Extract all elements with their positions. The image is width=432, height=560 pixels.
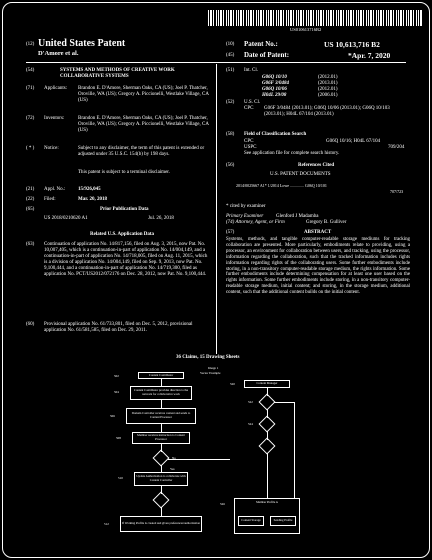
related-data-title: Related U.S. Application Data — [90, 232, 155, 237]
ref-522: 522 — [248, 400, 253, 404]
int-cl-code-1: G06Q 10/10 — [262, 75, 287, 80]
notice-text: Subject to any disclaimer, the term of this patent is extended or adjusted under 35 U.S.C. 154(b) by 198 days. — [78, 146, 205, 158]
field-57-code: (57) — [226, 230, 235, 235]
field-51-code: (51) — [226, 68, 235, 73]
header-rule — [26, 62, 406, 63]
applicants-label: Applicants: — [44, 86, 68, 91]
flow-decision-5 — [259, 438, 276, 455]
provisional-data: Provisional application No. 61/733,801, filed on Dec. 5, 2012, provisional application No. 61/581,585, filed on Dec. 29, 2011. — [44, 322, 193, 334]
abstract-text: Systems, methods, and tangible computer-readable storage mediums for tracking collaboration are presented. More particularly, embodiments relate to providing, using a processor, an environment for collaboration between users, and tracking, using the processor, information regarding the collaboration, such that the tracked information includes rights information regarding rights of the collaborating users. Some further embodiments include storing, in a non-transitory computer-readable storage medium, the rights information. Some further embodiments include determining compensation for at least one user based on the rights information. Some further embodiments include storing, in a non-transitory computer-readable storage medium, initial content; and storing, in the storage medium, additional content, such that the additional content builds on the initial content. — [226, 237, 410, 296]
patent-number: US 10,613,716 B2 — [324, 39, 380, 49]
flow-box-domain-controller: Domain Controller receives content and sends to Content Processor — [126, 408, 196, 424]
cpc-classes: G06F 3/0484 (2013.01); G06Q 10/06 (2013.01); G06Q 10/103 (2013.01); H04L 67/104 (2013.01) — [264, 106, 390, 118]
field-12-code: (12) — [26, 42, 35, 47]
field-63-code: (63) — [26, 242, 35, 247]
field-22-code: (22) — [26, 197, 35, 202]
field-45-code: (45) — [226, 53, 235, 58]
ref-508: 508 — [116, 436, 121, 440]
patent-number-label: Patent No.: — [244, 40, 278, 48]
us-patent-documents-title: U.S. PATENT DOCUMENTS — [270, 172, 331, 177]
filed-label: Filed: — [44, 197, 56, 202]
terminal-disclaimer: This patent is subject to a terminal disclaimer. — [78, 170, 170, 175]
cpc-label: CPC — [244, 106, 254, 111]
uspc-label: USPC — [244, 145, 257, 150]
connector — [161, 379, 162, 386]
figure-caption-2: Vector Example — [200, 371, 221, 375]
field-58-code: (58) — [226, 132, 235, 137]
search-cpc-label: CPC — [244, 139, 254, 144]
invention-title: SYSTEMS AND METHODS OF CREATIVE WORK COLLABORATIVE SYSTEMS — [60, 68, 175, 80]
notice-label: Notice: — [44, 146, 59, 151]
flow-box-member-profile: Member Profile A — [234, 498, 300, 534]
ref-504: 504 — [114, 390, 119, 394]
inventors-label: Inventors: — [44, 116, 65, 121]
notice-code: ( * ) — [26, 146, 35, 151]
representative-drawing — [0, 364, 432, 550]
column-divider — [216, 64, 217, 354]
field-10-code: (10) — [226, 42, 235, 47]
connector — [161, 400, 162, 408]
ref-520: 520 — [230, 382, 235, 386]
inventor-line: D'Amore et al. — [38, 50, 79, 57]
connector — [161, 465, 162, 472]
flow-decision-3 — [259, 394, 276, 411]
filed-date: Mar. 20, 2018 — [78, 197, 107, 202]
int-cl-date-2: (2013.01) — [318, 81, 338, 86]
int-cl-code-3: G06Q 10/06 — [262, 87, 287, 92]
search-history-note: See application file for complete search history. — [244, 151, 340, 156]
primary-examiner-label: Primary Examiner — [226, 214, 264, 219]
int-cl-date-3: (2012.01) — [318, 87, 338, 92]
figure-caption-1: Image 1 — [208, 366, 219, 370]
date-of-patent-label: Date of Patent: — [244, 51, 290, 59]
ref-506: 506 — [110, 414, 115, 418]
field-71-code: (71) — [26, 86, 35, 91]
search-cpc: G06Q 10/16; H04L 67/104 — [326, 139, 381, 144]
field-60-code: (60) — [26, 322, 35, 327]
connector — [161, 444, 162, 452]
primary-examiner: Glenford J Madamba — [276, 214, 319, 219]
field-72-code: (72) — [26, 116, 35, 121]
prior-publication-date: Jul. 26, 2018 — [148, 216, 174, 221]
flow-decision-4 — [259, 416, 276, 433]
field-56-code: (56) — [226, 163, 235, 168]
references-title: References Cited — [298, 163, 335, 168]
continuation-data: Continuation of application No. 14/817,156, filed on Aug. 3, 2015, now Pat. No. 10,007,405, which is a continuation-in-part of application No. 14/004,149, and a continuation-in-part of application No. 14/718,005, filed on Aug. 11, 2015, which is a division of application No. 14/004,149, filed on Sep. 9, 2013, now Pat. No. 9,100,444, and a continuation-in-part of application No. 14/719,300, filed as application No. PCT/US2012/072176 on Dec. 28, 2012, now Pat. No. 9,100,444. — [44, 242, 208, 278]
field-54-code: (54) — [26, 68, 35, 73]
ref-512: 512 — [104, 522, 109, 526]
field-52-code: (52) — [226, 100, 235, 105]
date-of-patent: *Apr. 7, 2020 — [348, 50, 391, 60]
ref-524: 524 — [248, 422, 253, 426]
int-cl-date-4: (2006.01) — [318, 93, 338, 98]
prior-publication-title: Prior Publication Data — [100, 207, 149, 212]
attorney: Gregory B. Gulliver — [306, 220, 347, 225]
connector — [161, 507, 162, 516]
flow-box-content-storage: Content Storage — [238, 516, 264, 526]
barcode — [208, 10, 422, 26]
flow-decision-2 — [153, 492, 170, 509]
appl-no-label: Appl. No.: — [44, 187, 66, 192]
uspc: 709/204 — [388, 145, 405, 150]
ref-510: 510 — [118, 476, 123, 480]
ref-526: 526 — [220, 502, 225, 506]
appl-no: 15/926,045 — [78, 187, 101, 192]
flow-box-authorization: Update Authorization to collaborate with Content Controller — [134, 472, 188, 486]
claims-and-sheets: 36 Claims, 15 Drawing Sheets — [176, 355, 240, 360]
connector — [161, 424, 162, 432]
int-cl-code-2: G06F 3/0484 — [262, 81, 289, 86]
cited-by-examiner: * cited by examiner — [226, 204, 266, 209]
connector — [168, 459, 230, 460]
connector — [274, 402, 294, 403]
flow-box-content-manager: Content Manager — [244, 380, 290, 388]
document-title: United States Patent — [38, 38, 126, 49]
us-cl-title: U.S. Cl. — [244, 100, 261, 105]
field-65-code: (65) — [26, 207, 35, 212]
flow-box-member-instruction: Member receives instruction to Content Processor — [132, 432, 190, 444]
reference-row: 2014/0025667 A1* 1/2014 Lowe .............. G06Q 10/101 — [236, 183, 327, 188]
flow-box-direction: Content Contributor provides direction to the network for collaborative work — [130, 386, 192, 400]
int-cl-date-1: (2012.01) — [318, 75, 338, 80]
flow-box-sending-profile: Sending Profile — [270, 516, 296, 526]
connector — [294, 402, 295, 498]
connector — [267, 453, 268, 498]
classification-search-title: Field of Classification Search — [244, 132, 307, 137]
prior-publication-number: US 2018/0210620 A1 — [44, 216, 88, 221]
abstract-title: ABSTRACT — [304, 230, 332, 235]
barcode-text: US010613716B2 — [290, 27, 322, 32]
yes-label: Yes — [170, 467, 175, 471]
connector — [267, 388, 268, 396]
connector — [267, 409, 268, 418]
connector — [267, 431, 268, 440]
connector — [161, 486, 162, 494]
field-21-code: (21) — [26, 187, 35, 192]
reference-row-class: 707/723 — [390, 189, 404, 194]
inventors: Brandon E. D'Amore, Sherman Oaks, CA (US); Joel P. Thatcher, Oroville, WA (US); Gregory A. Piccionelli, Westlake Village, CA (US) — [78, 116, 209, 134]
flow-box-content-contributor: Content Contributor — [138, 372, 184, 379]
attorney-label: (74) Attorney, Agent, or Firm — [226, 220, 285, 225]
int-cl-code-4: H04L 29/08 — [262, 93, 287, 98]
int-cl-title: Int. Cl. — [244, 68, 259, 73]
no-label: No — [172, 456, 176, 460]
applicants: Brandon E. D'Amore, Sherman Oaks, CA (US); Joel P. Thatcher, Oroville, WA (US); Gregory A. Piccionelli, Westlake Village, CA (US) — [78, 86, 209, 104]
flow-decision-1 — [153, 450, 170, 467]
flow-box-working-profile: If Working Profile is created and given preferences/authorization — [120, 516, 202, 532]
ref-502: 502 — [114, 374, 119, 378]
